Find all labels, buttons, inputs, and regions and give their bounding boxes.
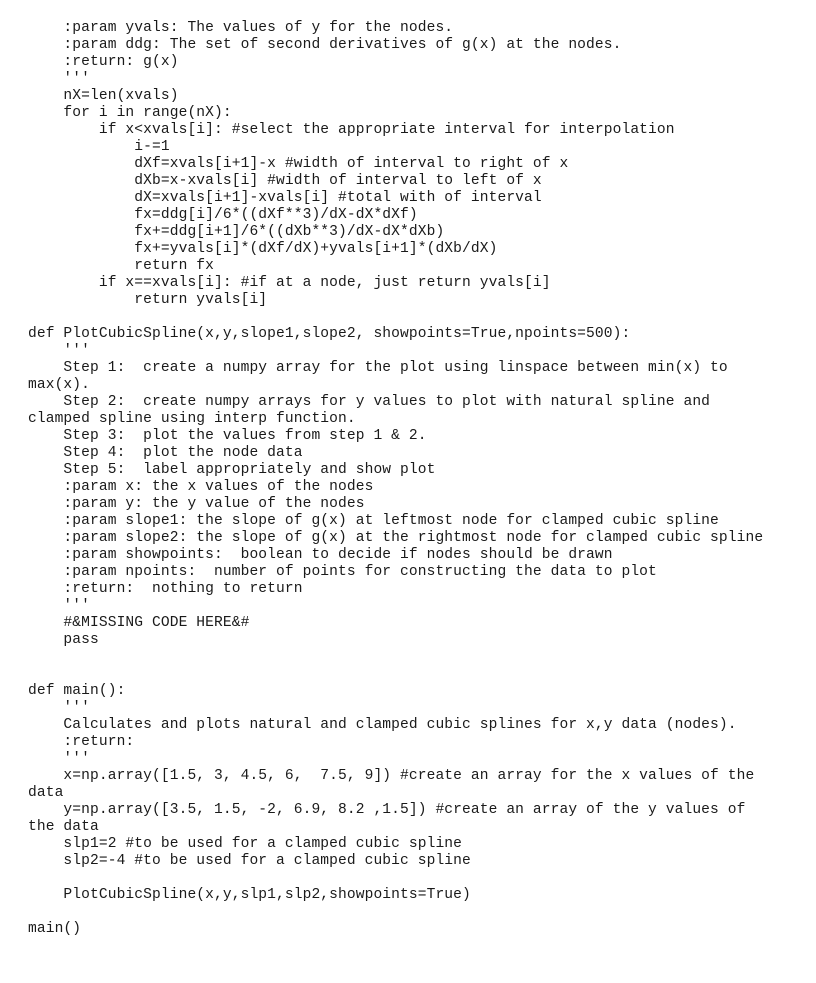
code-line: :param ddg: The set of second derivatives of g(x) at the nodes. (28, 37, 622, 53)
code-line: :param x: the x values of the nodes (28, 479, 374, 495)
code-line: main() (28, 921, 82, 937)
code-line: def PlotCubicSpline(x,y,slope1,slope2, showpoints=True,npoints=500): (28, 326, 631, 342)
code-listing (28, 20, 808, 938)
code-line: ''' (28, 751, 91, 767)
code-line: slp2=-4 #to be used for a clamped cubic spline (28, 853, 471, 869)
code-line: :param slope2: the slope of g(x) at the rightmost node for clamped cubic spline (28, 530, 764, 546)
code-line (28, 649, 808, 666)
code-line (28, 904, 808, 921)
code-line: data (28, 785, 64, 801)
code-line: def main(): (28, 683, 126, 699)
code-line: fx+=ddg[i+1]/6*((dXb**3)/dX-dX*dXb) (28, 224, 445, 240)
code-line: ''' (28, 598, 91, 614)
code-line: :param yvals: The values of y for the nodes. (28, 20, 454, 36)
code-line: PlotCubicSpline(x,y,slp1,slp2,showpoints=True) (28, 887, 471, 903)
code-line (28, 870, 808, 887)
code-line: ''' (28, 71, 91, 87)
code-line: ''' (28, 700, 91, 716)
code-line: #&MISSING CODE HERE&# (28, 615, 250, 631)
code-line: :param showpoints: boolean to decide if nodes should be drawn (28, 547, 613, 563)
code-line: :param y: the y value of the nodes (28, 496, 365, 512)
code-line (28, 666, 808, 683)
code-line: x=np.array([1.5, 3, 4.5, 6, 7.5, 9]) #create an array for the x values of the (28, 768, 755, 784)
code-line: :return: g(x) (28, 54, 179, 70)
code-line: nX=len(xvals) (28, 88, 179, 104)
code-line: dXb=x-xvals[i] #width of interval to left of x (28, 173, 542, 189)
code-line: if x==xvals[i]: #if at a node, just return yvals[i] (28, 275, 551, 291)
code-line: ''' (28, 343, 91, 359)
code-line: slp1=2 #to be used for a clamped cubic spline (28, 836, 463, 852)
code-line: Step 4: plot the node data (28, 445, 303, 461)
code-line: Calculates and plots natural and clamped cubic splines for x,y data (nodes). (28, 717, 737, 733)
code-line: Step 1: create a numpy array for the plot using linspace between min(x) to (28, 360, 728, 376)
code-line: y=np.array([3.5, 1.5, -2, 6.9, 8.2 ,1.5]) #create an array of the y values of (28, 802, 746, 818)
code-line: max(x). (28, 377, 91, 393)
code-line: Step 3: plot the values from step 1 & 2. (28, 428, 427, 444)
code-line (28, 309, 808, 326)
code-line: the data (28, 819, 99, 835)
code-line: :return: nothing to return (28, 581, 303, 597)
code-line: :param slope1: the slope of g(x) at leftmost node for clamped cubic spline (28, 513, 719, 529)
code-line: return fx (28, 258, 215, 274)
code-line: for i in range(nX): (28, 105, 232, 121)
code-line: i-=1 (28, 139, 170, 155)
code-line: dXf=xvals[i+1]-x #width of interval to right of x (28, 156, 569, 172)
code-line: clamped spline using interp function. (28, 411, 356, 427)
code-line: return yvals[i] (28, 292, 268, 308)
code-line: pass (28, 632, 99, 648)
code-line: fx+=yvals[i]*(dXf/dX)+yvals[i+1]*(dXb/dX) (28, 241, 498, 257)
code-line: :return: (28, 734, 135, 750)
code-line: Step 5: label appropriately and show plot (28, 462, 436, 478)
code-line: :param npoints: number of points for constructing the data to plot (28, 564, 657, 580)
code-line: dX=xvals[i+1]-xvals[i] #total with of interval (28, 190, 542, 206)
code-line: if x<xvals[i]: #select the appropriate interval for interpolation (28, 122, 675, 138)
code-line: Step 2: create numpy arrays for y values to plot with natural spline and (28, 394, 711, 410)
code-line: fx=ddg[i]/6*((dXf**3)/dX-dX*dXf) (28, 207, 418, 223)
